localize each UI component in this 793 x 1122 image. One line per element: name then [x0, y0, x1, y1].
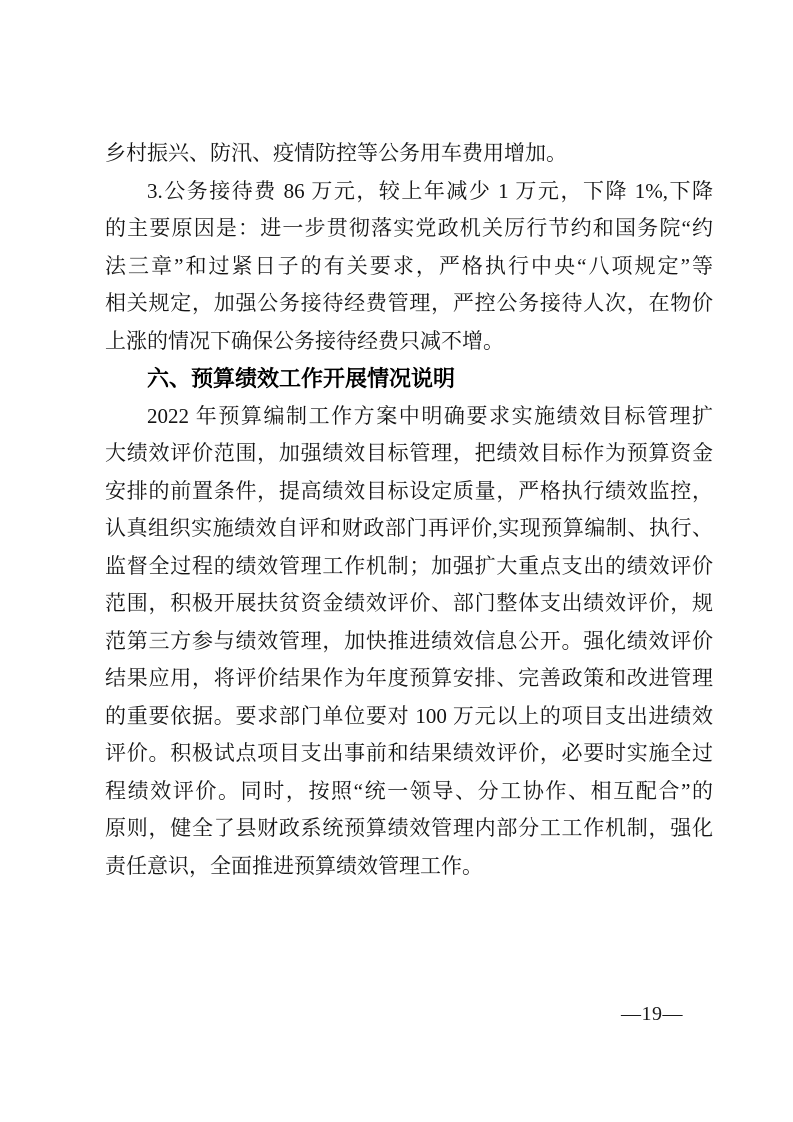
paragraph3-line: 的重要依据。要求部门单位要对 100 万元以上的项目支出进绩效 [105, 703, 713, 728]
paragraph2-line: 法三章”和过紧日子的有关要求，严格执行中央“八项规定”等 [105, 253, 713, 278]
paragraph3-line: 监督全过程的绩效管理工作机制；加强扩大重点支出的绩效评价 [105, 553, 713, 578]
paragraph3-line: 2022 年预算编制工作方案中明确要求实施绩效目标管理扩 [147, 403, 713, 428]
paragraph3-line: 评价。积极试点项目支出事前和结果绩效评价，必要时实施全过 [105, 741, 713, 765]
paragraph3-line: 范围，积极开展扶贫资金绩效评价、部门整体支出绩效评价，规 [105, 591, 713, 615]
paragraph2-line: 相关规定，加强公务接待经费管理，严控公务接待人次，在物价 [105, 291, 713, 315]
paragraph3-line: 认真组织实施绩效自评和财政部门再评价,实现预算编制、执行、 [105, 516, 713, 540]
paragraph3-line: 安排的前置条件，提高绩效目标设定质量，严格执行绩效监控， [105, 478, 713, 503]
paragraph3-line: 结果应用，将评价结果作为年度预算安排、完善政策和改进管理 [105, 666, 713, 690]
paragraph2-line: 的主要原因是：进一步贯彻落实党政机关厉行节约和国务院“约 [105, 216, 713, 240]
document-body [105, 135, 713, 885]
paragraph3-line: 程绩效评价。同时，按照“统一领导、分工协作、相互配合”的 [105, 778, 713, 803]
paragraph2-line: 3.公务接待费 86 万元，较上年减少 1 万元，下降 1%,下降 [147, 178, 713, 203]
paragraph3-line: 责任意识，全面推进预算绩效管理工作。 [105, 853, 483, 878]
page-number: —19— [621, 1003, 683, 1025]
paragraph2-line: 上涨的情况下确保公务接待经费只减不增。 [105, 328, 504, 353]
paragraph3-line: 大绩效评价范围，加强绩效目标管理，把绩效目标作为预算资金 [105, 441, 713, 465]
paragraph1-line: 乡村振兴、防汛、疫情防控等公务用车费用增加。 [105, 141, 567, 165]
section-heading: 六、预算绩效工作开展情况说明 [147, 366, 456, 391]
paragraph3-line: 原则，健全了县财政系统预算绩效管理内部分工工作机制，强化 [105, 816, 713, 840]
paragraph3-line: 范第三方参与绩效管理，加快推进绩效信息公开。强化绩效评价 [105, 628, 713, 653]
